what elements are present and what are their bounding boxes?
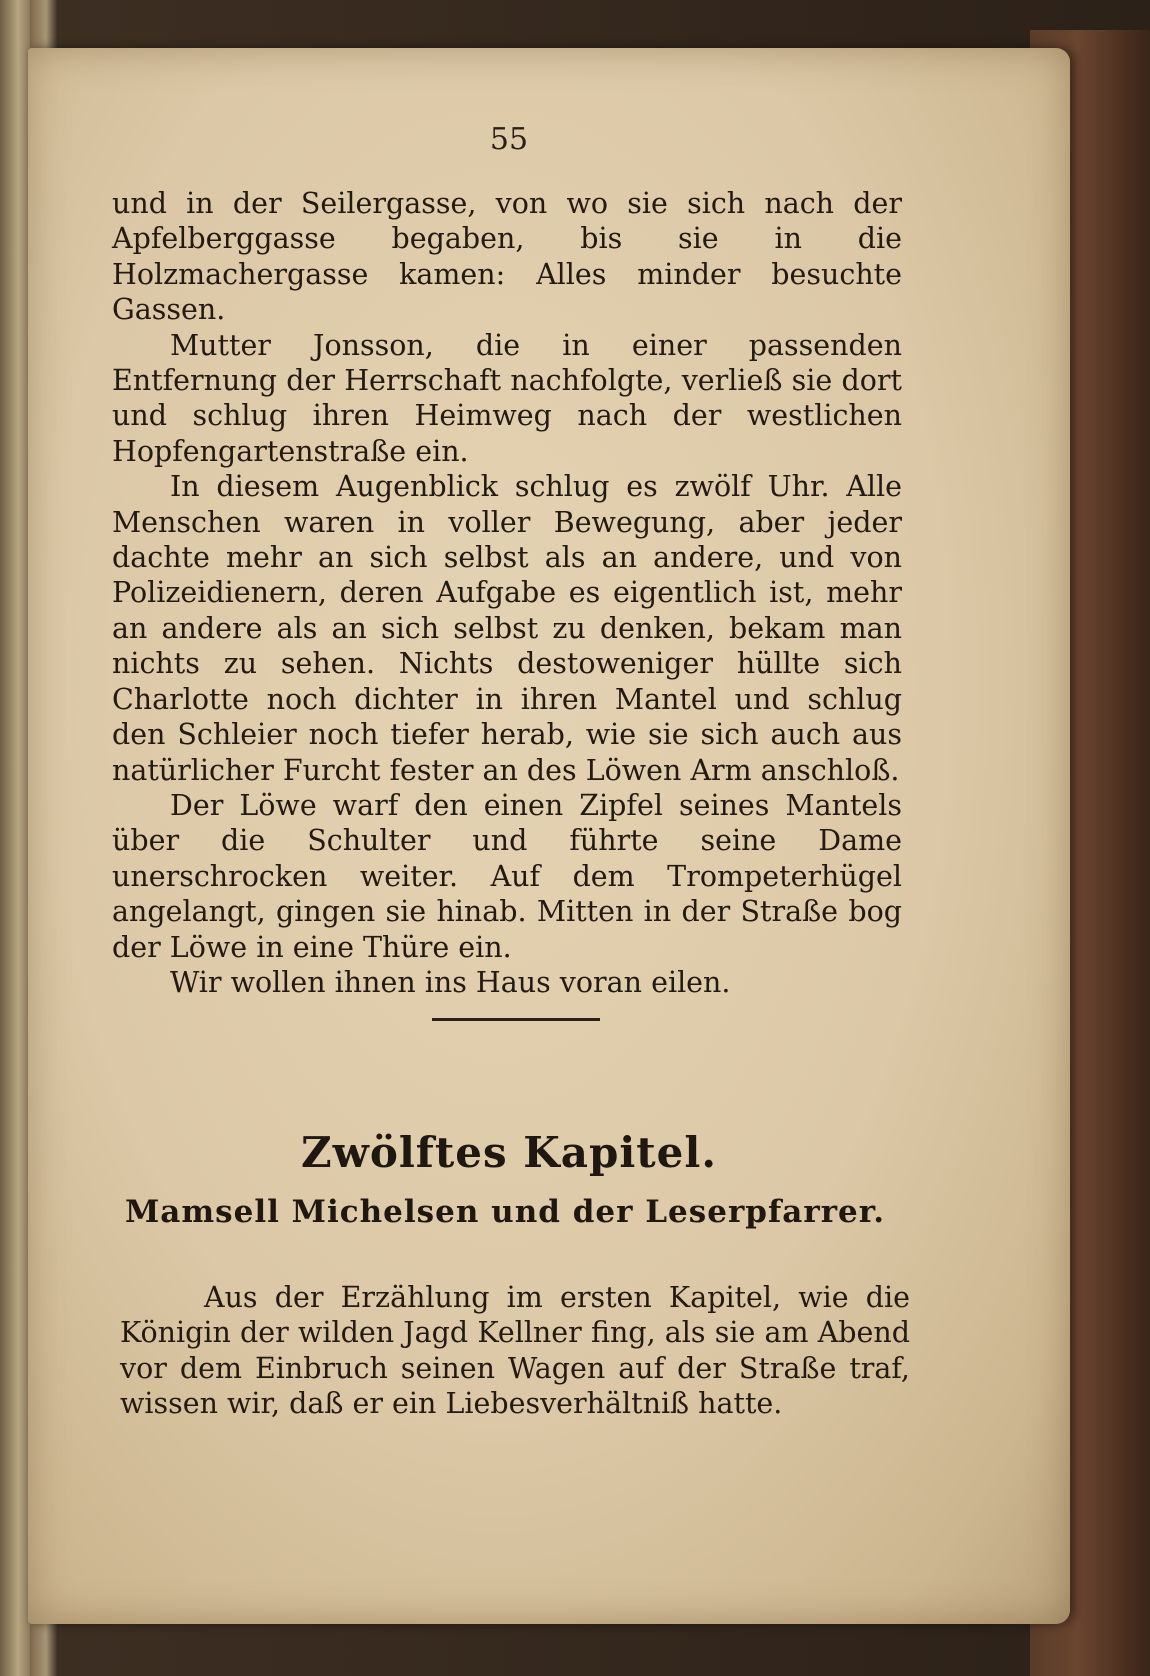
previous-page-edge (0, 0, 30, 1676)
paragraph-5: Wir wollen ihnen ins Haus voran eilen. (170, 965, 731, 999)
chapter-paragraph-1: Aus der Erzählung im ersten Kapitel, wie die Königin der wilden Jagd Kellner fing, als sie am Abend vor dem Einbruch seinen Wagen auf der Straße traf, wissen wir, daß er ein Liebesverhältniß hatte. (120, 1281, 910, 1421)
chapter-body-text (120, 1280, 910, 1422)
book-page (28, 48, 1070, 1624)
body-text (112, 186, 902, 1000)
paragraph-4: Der Löwe warf den einen Zipfel seines Mantels über die Schulter und führte seine Dame unerschrocken weiter. Auf dem Trompeterhügel angelangt, gingen sie hinab. Mitten in der Straße bog der Löwe in eine Thüre ein. (112, 788, 902, 964)
paragraph-1: und in der Seilergasse, von wo sie sich nach der Apfelberggasse begaben, bis sie in die Holzmachergasse kamen: Alles minder besuchte Gassen. (112, 187, 902, 327)
paragraph-2: Mutter Jonsson, die in einer passenden Entfernung der Herrschaft nachfolgte, verließ sie dort und schlug ihren Heimweg nach der westlichen Hopfengartenstraße ein. (112, 328, 902, 468)
page-number: 55 (489, 122, 529, 157)
section-divider (432, 1018, 600, 1021)
chapter-subtitle: Mamsell Michelsen und der Leserpfarrer. (124, 1194, 886, 1230)
chapter-title: Zwölftes Kapitel. (301, 1128, 717, 1177)
paragraph-3: In diesem Augenblick schlug es zwölf Uhr. Alle Menschen waren in voller Bewegung, aber jeder dachte mehr an sich selbst als an andere, und von Polizeidienern, deren Aufgabe es eigentlich ist, mehr an andere als an sich selbst zu denken, bekam man nichts zu sehen. Nichts destoweniger hüllte sich Charlotte noch dichter in ihren Mantel und schlug den Schleier noch tiefer herab, wie sie sich auch aus natürlicher Furcht fester an des Löwen Arm anschloß. (112, 470, 902, 787)
